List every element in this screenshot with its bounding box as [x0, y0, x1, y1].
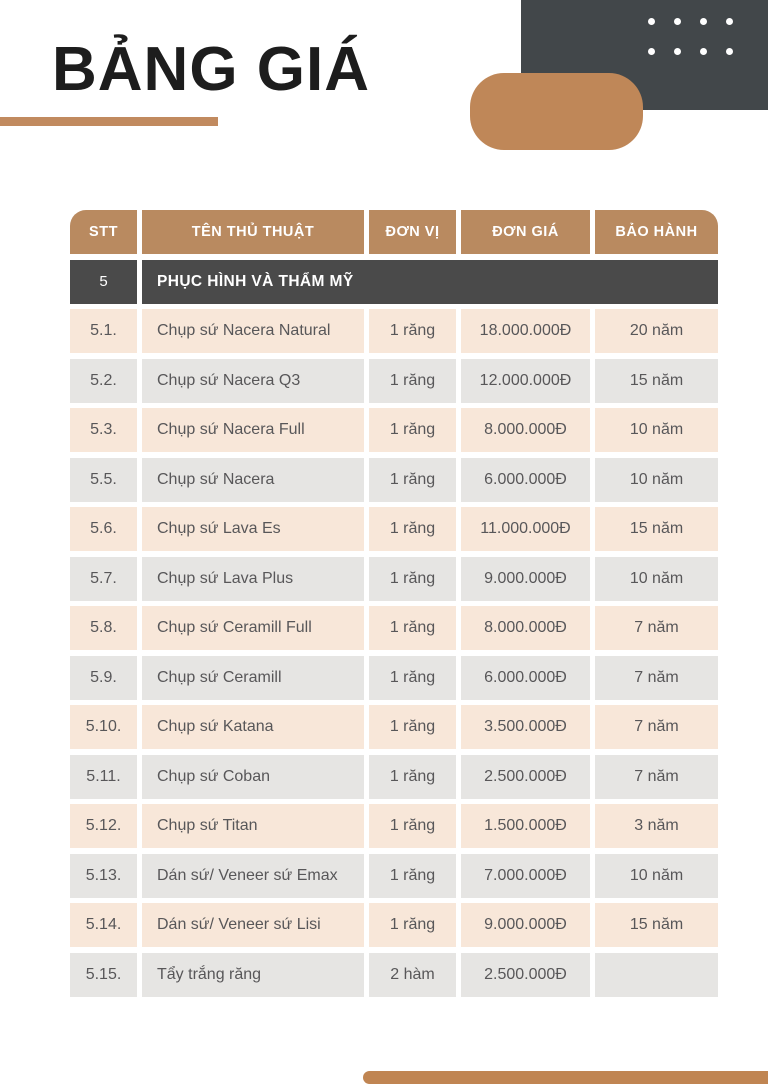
col-header-warranty: BẢO HÀNH — [595, 210, 718, 254]
row-name: Chụp sứ Lava Es — [142, 507, 364, 551]
row-name: Chụp sứ Nacera Full — [142, 408, 364, 452]
row-warranty: 15 năm — [595, 903, 718, 947]
row-price: 2.500.000Đ — [461, 953, 590, 997]
row-warranty: 10 năm — [595, 854, 718, 898]
row-stt: 5.10. — [70, 705, 137, 749]
row-price: 8.000.000Đ — [461, 408, 590, 452]
row-price: 11.000.000Đ — [461, 507, 590, 551]
row-warranty: 10 năm — [595, 557, 718, 601]
row-warranty: 7 năm — [595, 656, 718, 700]
row-name: Chụp sứ Nacera — [142, 458, 364, 502]
row-price: 18.000.000Đ — [461, 309, 590, 353]
row-warranty: 15 năm — [595, 507, 718, 551]
row-unit: 1 răng — [369, 557, 456, 601]
row-stt: 5.9. — [70, 656, 137, 700]
dot-icon — [700, 18, 707, 25]
row-stt: 5.7. — [70, 557, 137, 601]
row-unit: 1 răng — [369, 854, 456, 898]
col-header-name: TÊN THỦ THUẬT — [142, 210, 364, 254]
row-unit: 1 răng — [369, 458, 456, 502]
section-number: 5 — [70, 260, 137, 304]
row-stt: 5.14. — [70, 903, 137, 947]
row-price: 3.500.000Đ — [461, 705, 590, 749]
row-warranty: 15 năm — [595, 359, 718, 403]
row-name: Chụp sứ Titan — [142, 804, 364, 848]
row-price: 9.000.000Đ — [461, 557, 590, 601]
section-title: PHỤC HÌNH VÀ THẨM MỸ — [142, 260, 718, 304]
row-stt: 5.6. — [70, 507, 137, 551]
row-warranty: 7 năm — [595, 705, 718, 749]
col-header-price: ĐƠN GIÁ — [461, 210, 590, 254]
row-unit: 1 răng — [369, 606, 456, 650]
row-unit: 1 răng — [369, 359, 456, 403]
dot-icon — [726, 48, 733, 55]
row-stt: 5.3. — [70, 408, 137, 452]
col-header-unit: ĐƠN VỊ — [369, 210, 456, 254]
row-unit: 1 răng — [369, 903, 456, 947]
dot-icon — [648, 48, 655, 55]
deco-tan-pill — [470, 73, 643, 150]
row-name: Chụp sứ Nacera Natural — [142, 309, 364, 353]
title-underline — [0, 117, 218, 126]
row-stt: 5.11. — [70, 755, 137, 799]
row-warranty: 20 năm — [595, 309, 718, 353]
row-price: 8.000.000Đ — [461, 606, 590, 650]
row-stt: 5.12. — [70, 804, 137, 848]
row-stt: 5.1. — [70, 309, 137, 353]
row-stt: 5.15. — [70, 953, 137, 997]
row-stt: 5.8. — [70, 606, 137, 650]
row-price: 9.000.000Đ — [461, 903, 590, 947]
row-name: Chụp sứ Ceramill — [142, 656, 364, 700]
row-name: Chụp sứ Coban — [142, 755, 364, 799]
row-price: 7.000.000Đ — [461, 854, 590, 898]
row-unit: 1 răng — [369, 656, 456, 700]
dot-icon — [648, 18, 655, 25]
row-name: Chụp sứ Katana — [142, 705, 364, 749]
row-unit: 1 răng — [369, 309, 456, 353]
dot-icon — [674, 18, 681, 25]
row-unit: 2 hàm — [369, 953, 456, 997]
dot-icon — [674, 48, 681, 55]
row-stt: 5.13. — [70, 854, 137, 898]
page-title: BẢNG GIÁ — [52, 35, 370, 104]
row-unit: 1 răng — [369, 804, 456, 848]
row-price: 1.500.000Đ — [461, 804, 590, 848]
row-unit: 1 răng — [369, 755, 456, 799]
row-name: Dán sứ/ Veneer sứ Emax — [142, 854, 364, 898]
row-stt: 5.5. — [70, 458, 137, 502]
dot-icon — [700, 48, 707, 55]
row-warranty: 7 năm — [595, 606, 718, 650]
deco-dots-grid — [648, 18, 733, 55]
row-warranty: 10 năm — [595, 408, 718, 452]
dot-icon — [726, 18, 733, 25]
deco-bottom-strip — [363, 1071, 768, 1084]
row-name: Tẩy trắng răng — [142, 953, 364, 997]
row-stt: 5.2. — [70, 359, 137, 403]
row-price: 12.000.000Đ — [461, 359, 590, 403]
row-unit: 1 răng — [369, 507, 456, 551]
row-name: Dán sứ/ Veneer sứ Lisi — [142, 903, 364, 947]
row-name: Chụp sứ Ceramill Full — [142, 606, 364, 650]
price-table — [70, 210, 718, 997]
row-price: 6.000.000Đ — [461, 656, 590, 700]
row-name: Chụp sứ Lava Plus — [142, 557, 364, 601]
row-unit: 1 răng — [369, 705, 456, 749]
row-price: 6.000.000Đ — [461, 458, 590, 502]
col-header-stt: STT — [70, 210, 137, 254]
row-warranty: 3 năm — [595, 804, 718, 848]
row-warranty — [595, 953, 718, 997]
row-warranty: 7 năm — [595, 755, 718, 799]
row-price: 2.500.000Đ — [461, 755, 590, 799]
row-name: Chụp sứ Nacera Q3 — [142, 359, 364, 403]
row-unit: 1 răng — [369, 408, 456, 452]
row-warranty: 10 năm — [595, 458, 718, 502]
